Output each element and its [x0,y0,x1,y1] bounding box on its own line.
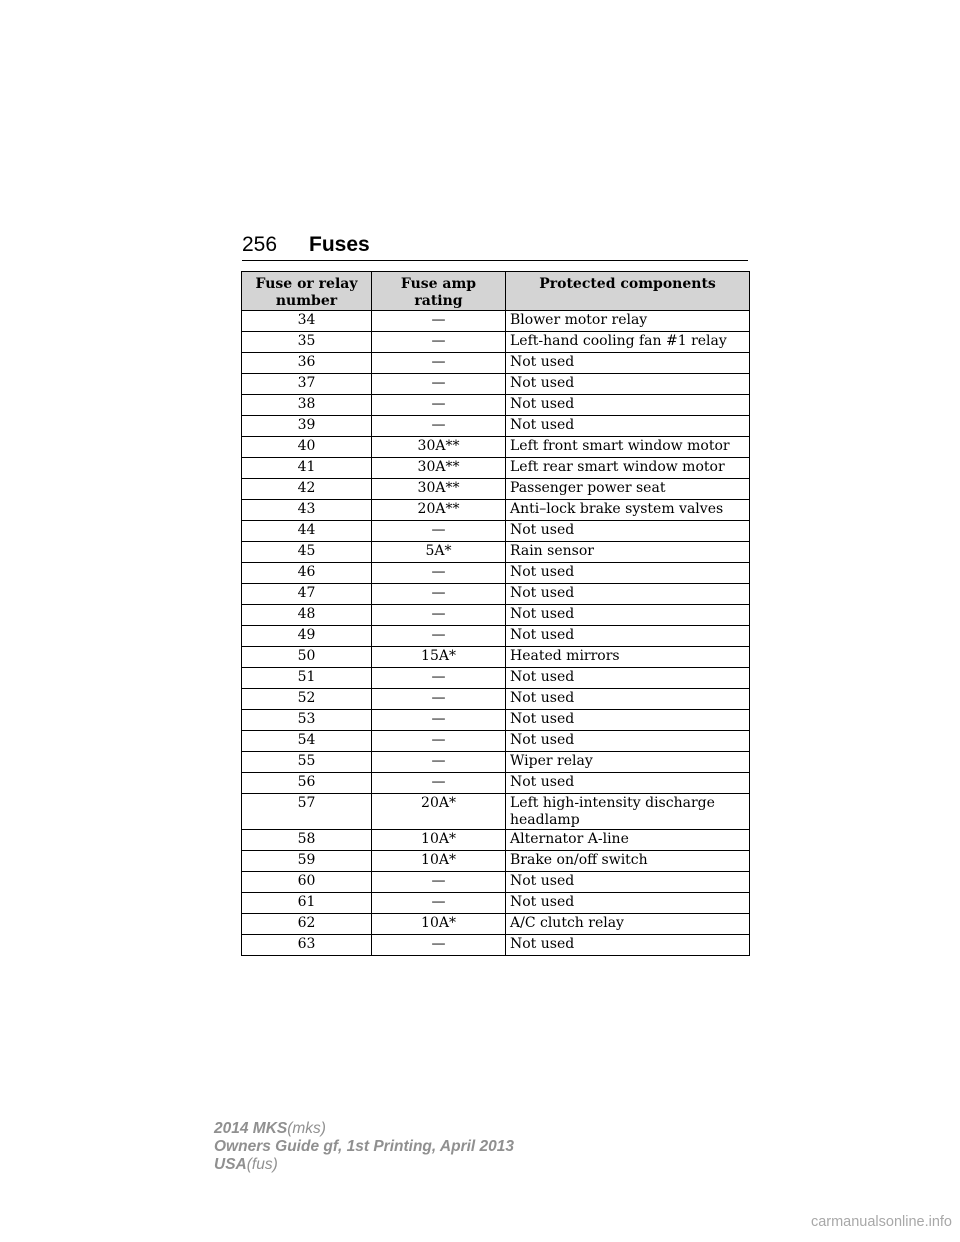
cell-protected-component: Rain sensor [506,542,750,563]
table-row [242,500,750,521]
cell-fuse-number: 54 [242,731,372,752]
table-header-row [242,272,750,311]
table-row [242,626,750,647]
column-header-fuse-number: Fuse or relay number [242,272,372,311]
cell-fuse-number: 50 [242,647,372,668]
cell-protected-component: Not used [506,416,750,437]
table-row [242,353,750,374]
cell-amp-rating: 30A** [372,458,506,479]
footer-line-market [214,1156,514,1174]
cell-amp-rating: 5A* [372,542,506,563]
cell-fuse-number: 62 [242,914,372,935]
column-header-protected-components: Protected components [506,272,750,311]
cell-fuse-number: 41 [242,458,372,479]
cell-amp-rating: — [372,935,506,956]
cell-fuse-number: 61 [242,893,372,914]
cell-protected-component: Passenger power seat [506,479,750,500]
table-row [242,311,750,332]
cell-amp-rating: 20A* [372,794,506,830]
cell-amp-rating: — [372,752,506,773]
cell-amp-rating: — [372,311,506,332]
header-rule [242,260,748,261]
cell-amp-rating: 30A** [372,479,506,500]
table-row [242,647,750,668]
table-row [242,668,750,689]
cell-fuse-number: 60 [242,872,372,893]
cell-protected-component: Not used [506,395,750,416]
cell-fuse-number: 57 [242,794,372,830]
table-row [242,479,750,500]
fuse-table [241,271,750,956]
cell-amp-rating: — [372,395,506,416]
cell-protected-component: Wiper relay [506,752,750,773]
table-row [242,563,750,584]
cell-fuse-number: 56 [242,773,372,794]
cell-fuse-number: 47 [242,584,372,605]
table-row [242,521,750,542]
cell-amp-rating: 10A* [372,830,506,851]
table-row [242,773,750,794]
footer-line-model [214,1120,514,1138]
cell-fuse-number: 34 [242,311,372,332]
cell-amp-rating: — [372,605,506,626]
cell-fuse-number: 53 [242,710,372,731]
cell-fuse-number: 59 [242,851,372,872]
cell-protected-component: Not used [506,689,750,710]
cell-amp-rating: — [372,626,506,647]
footer-model: 2014 MKS [214,1120,288,1137]
cell-protected-component: Not used [506,773,750,794]
cell-amp-rating: 10A* [372,851,506,872]
cell-amp-rating: — [372,872,506,893]
cell-protected-component: Not used [506,668,750,689]
cell-amp-rating: — [372,773,506,794]
cell-protected-component: Anti–lock brake system valves [506,500,750,521]
table-row [242,935,750,956]
table-row [242,794,750,830]
cell-amp-rating: — [372,584,506,605]
table-row [242,458,750,479]
cell-fuse-number: 44 [242,521,372,542]
table-row [242,416,750,437]
cell-protected-component: Not used [506,626,750,647]
cell-protected-component: Not used [506,935,750,956]
cell-fuse-number: 55 [242,752,372,773]
cell-fuse-number: 37 [242,374,372,395]
cell-fuse-number: 42 [242,479,372,500]
cell-amp-rating: — [372,668,506,689]
cell-protected-component: Not used [506,731,750,752]
cell-protected-component: Left front smart window motor [506,437,750,458]
cell-amp-rating: — [372,332,506,353]
table-row [242,851,750,872]
cell-fuse-number: 49 [242,626,372,647]
cell-protected-component: Left high-intensity discharge headlamp [506,794,750,830]
table-row [242,584,750,605]
cell-fuse-number: 63 [242,935,372,956]
table-row [242,872,750,893]
cell-protected-component: Heated mirrors [506,647,750,668]
cell-amp-rating: — [372,893,506,914]
cell-protected-component: Blower motor relay [506,311,750,332]
table-row [242,893,750,914]
footer-model-code: (mks) [287,1120,326,1137]
cell-amp-rating: — [372,563,506,584]
footer-market: USA [214,1156,247,1173]
cell-fuse-number: 46 [242,563,372,584]
cell-amp-rating: 20A** [372,500,506,521]
table-row [242,542,750,563]
cell-amp-rating: — [372,710,506,731]
cell-fuse-number: 51 [242,668,372,689]
cell-protected-component: Not used [506,584,750,605]
cell-fuse-number: 43 [242,500,372,521]
cell-protected-component: Not used [506,710,750,731]
cell-amp-rating: 15A* [372,647,506,668]
cell-protected-component: Not used [506,521,750,542]
table-row [242,752,750,773]
table-row [242,914,750,935]
table-row [242,731,750,752]
cell-amp-rating: — [372,521,506,542]
cell-fuse-number: 58 [242,830,372,851]
page-number: 256 [242,233,278,256]
cell-fuse-number: 39 [242,416,372,437]
cell-amp-rating: — [372,374,506,395]
table-row [242,395,750,416]
table-row [242,332,750,353]
table-row [242,710,750,731]
page-title: Fuses [309,233,370,256]
cell-protected-component: Brake on/off switch [506,851,750,872]
cell-amp-rating: — [372,731,506,752]
table-row [242,605,750,626]
watermark: carmanualsonline.info [810,1214,952,1230]
cell-protected-component: Left-hand cooling fan #1 relay [506,332,750,353]
cell-fuse-number: 45 [242,542,372,563]
table-row [242,437,750,458]
cell-amp-rating: 30A** [372,437,506,458]
cell-fuse-number: 35 [242,332,372,353]
cell-fuse-number: 40 [242,437,372,458]
column-header-amp-rating: Fuse amp rating [372,272,506,311]
cell-fuse-number: 48 [242,605,372,626]
cell-protected-component: Not used [506,872,750,893]
cell-protected-component: Alternator A-line [506,830,750,851]
cell-protected-component: Not used [506,374,750,395]
page-header [242,232,748,262]
cell-amp-rating: 10A* [372,914,506,935]
table-row [242,374,750,395]
document-footer [214,1120,514,1174]
cell-protected-component: Not used [506,353,750,374]
table-body [242,311,750,956]
cell-protected-component: A/C clutch relay [506,914,750,935]
cell-amp-rating: — [372,353,506,374]
cell-fuse-number: 36 [242,353,372,374]
table-row [242,689,750,710]
cell-amp-rating: — [372,416,506,437]
cell-amp-rating: — [372,689,506,710]
cell-fuse-number: 38 [242,395,372,416]
table-row [242,830,750,851]
cell-protected-component: Left rear smart window motor [506,458,750,479]
footer-guide-info: Owners Guide gf, 1st Printing, April 2013 [214,1138,515,1155]
cell-protected-component: Not used [506,893,750,914]
footer-market-code: (fus) [246,1156,278,1173]
cell-protected-component: Not used [506,605,750,626]
cell-protected-component: Not used [506,563,750,584]
cell-fuse-number: 52 [242,689,372,710]
